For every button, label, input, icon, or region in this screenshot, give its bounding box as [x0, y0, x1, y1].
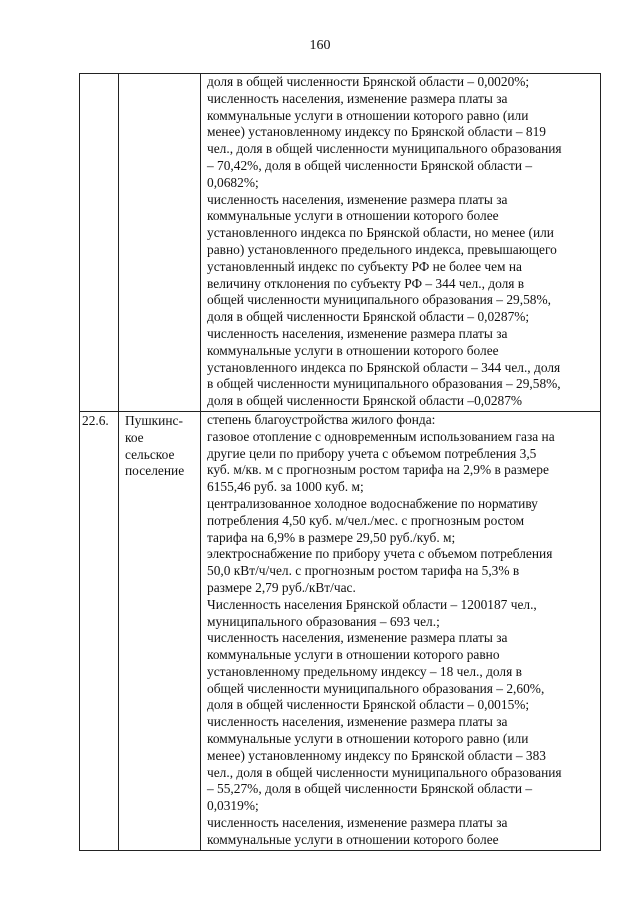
description-line: установленного индекса по Брянской области – 344 чел., доля [207, 359, 561, 375]
description-cell [201, 74, 601, 412]
description-line: электроснабжение по прибору учета с объемом потребления [207, 546, 553, 562]
description-line: 0,0319%; [207, 798, 259, 814]
row-number-cell: 22.6. [80, 411, 119, 850]
description-line: тарифа на 6,9% в размере 29,50 руб./куб. м; [207, 529, 456, 545]
table-row [80, 411, 601, 850]
description-line: коммунальные услуги в отношении которого равно (или [207, 731, 529, 747]
description-cell [201, 411, 601, 850]
row-number-cell [80, 74, 119, 412]
settlement-name-line: кое [125, 429, 144, 445]
description-line: численность населения, изменение размера платы за [207, 191, 508, 207]
description-line: муниципального образования – 693 чел.; [207, 613, 440, 629]
document-table [79, 73, 601, 851]
description-line: коммунальные услуги в отношении которого более [207, 342, 499, 358]
description-line: в общей численности муниципального образования – 29,58%, [207, 376, 561, 392]
description-line: централизованное холодное водоснабжение по нормативу [207, 495, 538, 511]
description-line: установленному предельному индексу – 18 чел., доля в [207, 663, 522, 679]
description-line: общей численности муниципального образования – 2,60%, [207, 680, 545, 696]
description-line: доля в общей численности Брянской области – 0,0020%; [207, 74, 530, 89]
description-line: куб. м/кв. м с прогнозным ростом тарифа на 2,9% в размере [207, 462, 549, 478]
settlement-name-line: сельское [125, 446, 175, 462]
settlement-name-cell [119, 74, 201, 412]
description-line: – 55,27%, доля в общей численности Брянской области – [207, 781, 533, 797]
description-line: 6155,46 руб. за 1000 куб. м; [207, 479, 364, 495]
description-line: – 70,42%, доля в общей численности Брянской области – [207, 157, 533, 173]
description-line: равно) установленного предельного индекса, превышающего [207, 241, 557, 257]
description-line: 0,0682%; [207, 174, 259, 190]
description-line: численность населения, изменение размера платы за [207, 90, 508, 106]
description-line: общей численности муниципального образования – 29,58%, [207, 292, 551, 308]
description-line: доля в общей численности Брянской области –0,0287% [207, 393, 523, 409]
settlement-name-line: поселение [125, 463, 185, 479]
description-line: 50,0 кВт/ч/чел. с прогнозным ростом тарифа на 5,3% в [207, 563, 520, 579]
description-line: другие цели по прибору учета с объемом потребления 3,5 [207, 445, 537, 461]
description-line: менее) установленному индексу по Брянской области – 383 [207, 747, 547, 763]
settlement-name-cell [119, 411, 201, 850]
description-line: Численность населения Брянской области – 1200187 чел., [207, 596, 537, 612]
description-line: газовое отопление с одновременным использованием газа на [207, 428, 555, 444]
description-line: степень благоустройства жилого фонда: [207, 411, 436, 427]
description-line: численность населения, изменение размера платы за [207, 325, 508, 341]
description-line: коммунальные услуги в отношении которого более [207, 831, 499, 847]
page-number: 160 [309, 38, 331, 53]
description-line: коммунальные услуги в отношении которого равно (или [207, 107, 529, 123]
description-line: численность населения, изменение размера платы за [207, 630, 508, 646]
description-line: численность населения, изменение размера платы за [207, 815, 508, 831]
description-line: чел., доля в общей численности муниципального образования [207, 141, 562, 157]
description-line: установленного индекса по Брянской области, но менее (или [207, 225, 554, 241]
settlement-name-line: Пушкинс- [125, 412, 183, 428]
description-line: размере 2,79 руб./кВт/час. [207, 579, 356, 595]
description-line: величину отклонения по субъекту РФ – 344 чел., доля в [207, 275, 525, 291]
description-line: доля в общей численности Брянской области – 0,0015%; [207, 697, 530, 713]
description-line: чел., доля в общей численности муниципального образования [207, 764, 562, 780]
description-line: коммунальные услуги в отношении которого более [207, 208, 499, 224]
document-table-body [80, 74, 601, 851]
description-line: менее) установленному индексу по Брянской области – 819 [207, 124, 547, 140]
description-line: коммунальные услуги в отношении которого равно [207, 647, 500, 663]
description-line: доля в общей численности Брянской области – 0,0287%; [207, 309, 530, 325]
description-line: установленный индекс по субъекту РФ не более чем на [207, 258, 522, 274]
description-line: численность населения, изменение размера платы за [207, 714, 508, 730]
description-line: потребления 4,50 куб. м/чел./мес. с прогнозным ростом [207, 512, 525, 528]
table-row [80, 74, 601, 412]
